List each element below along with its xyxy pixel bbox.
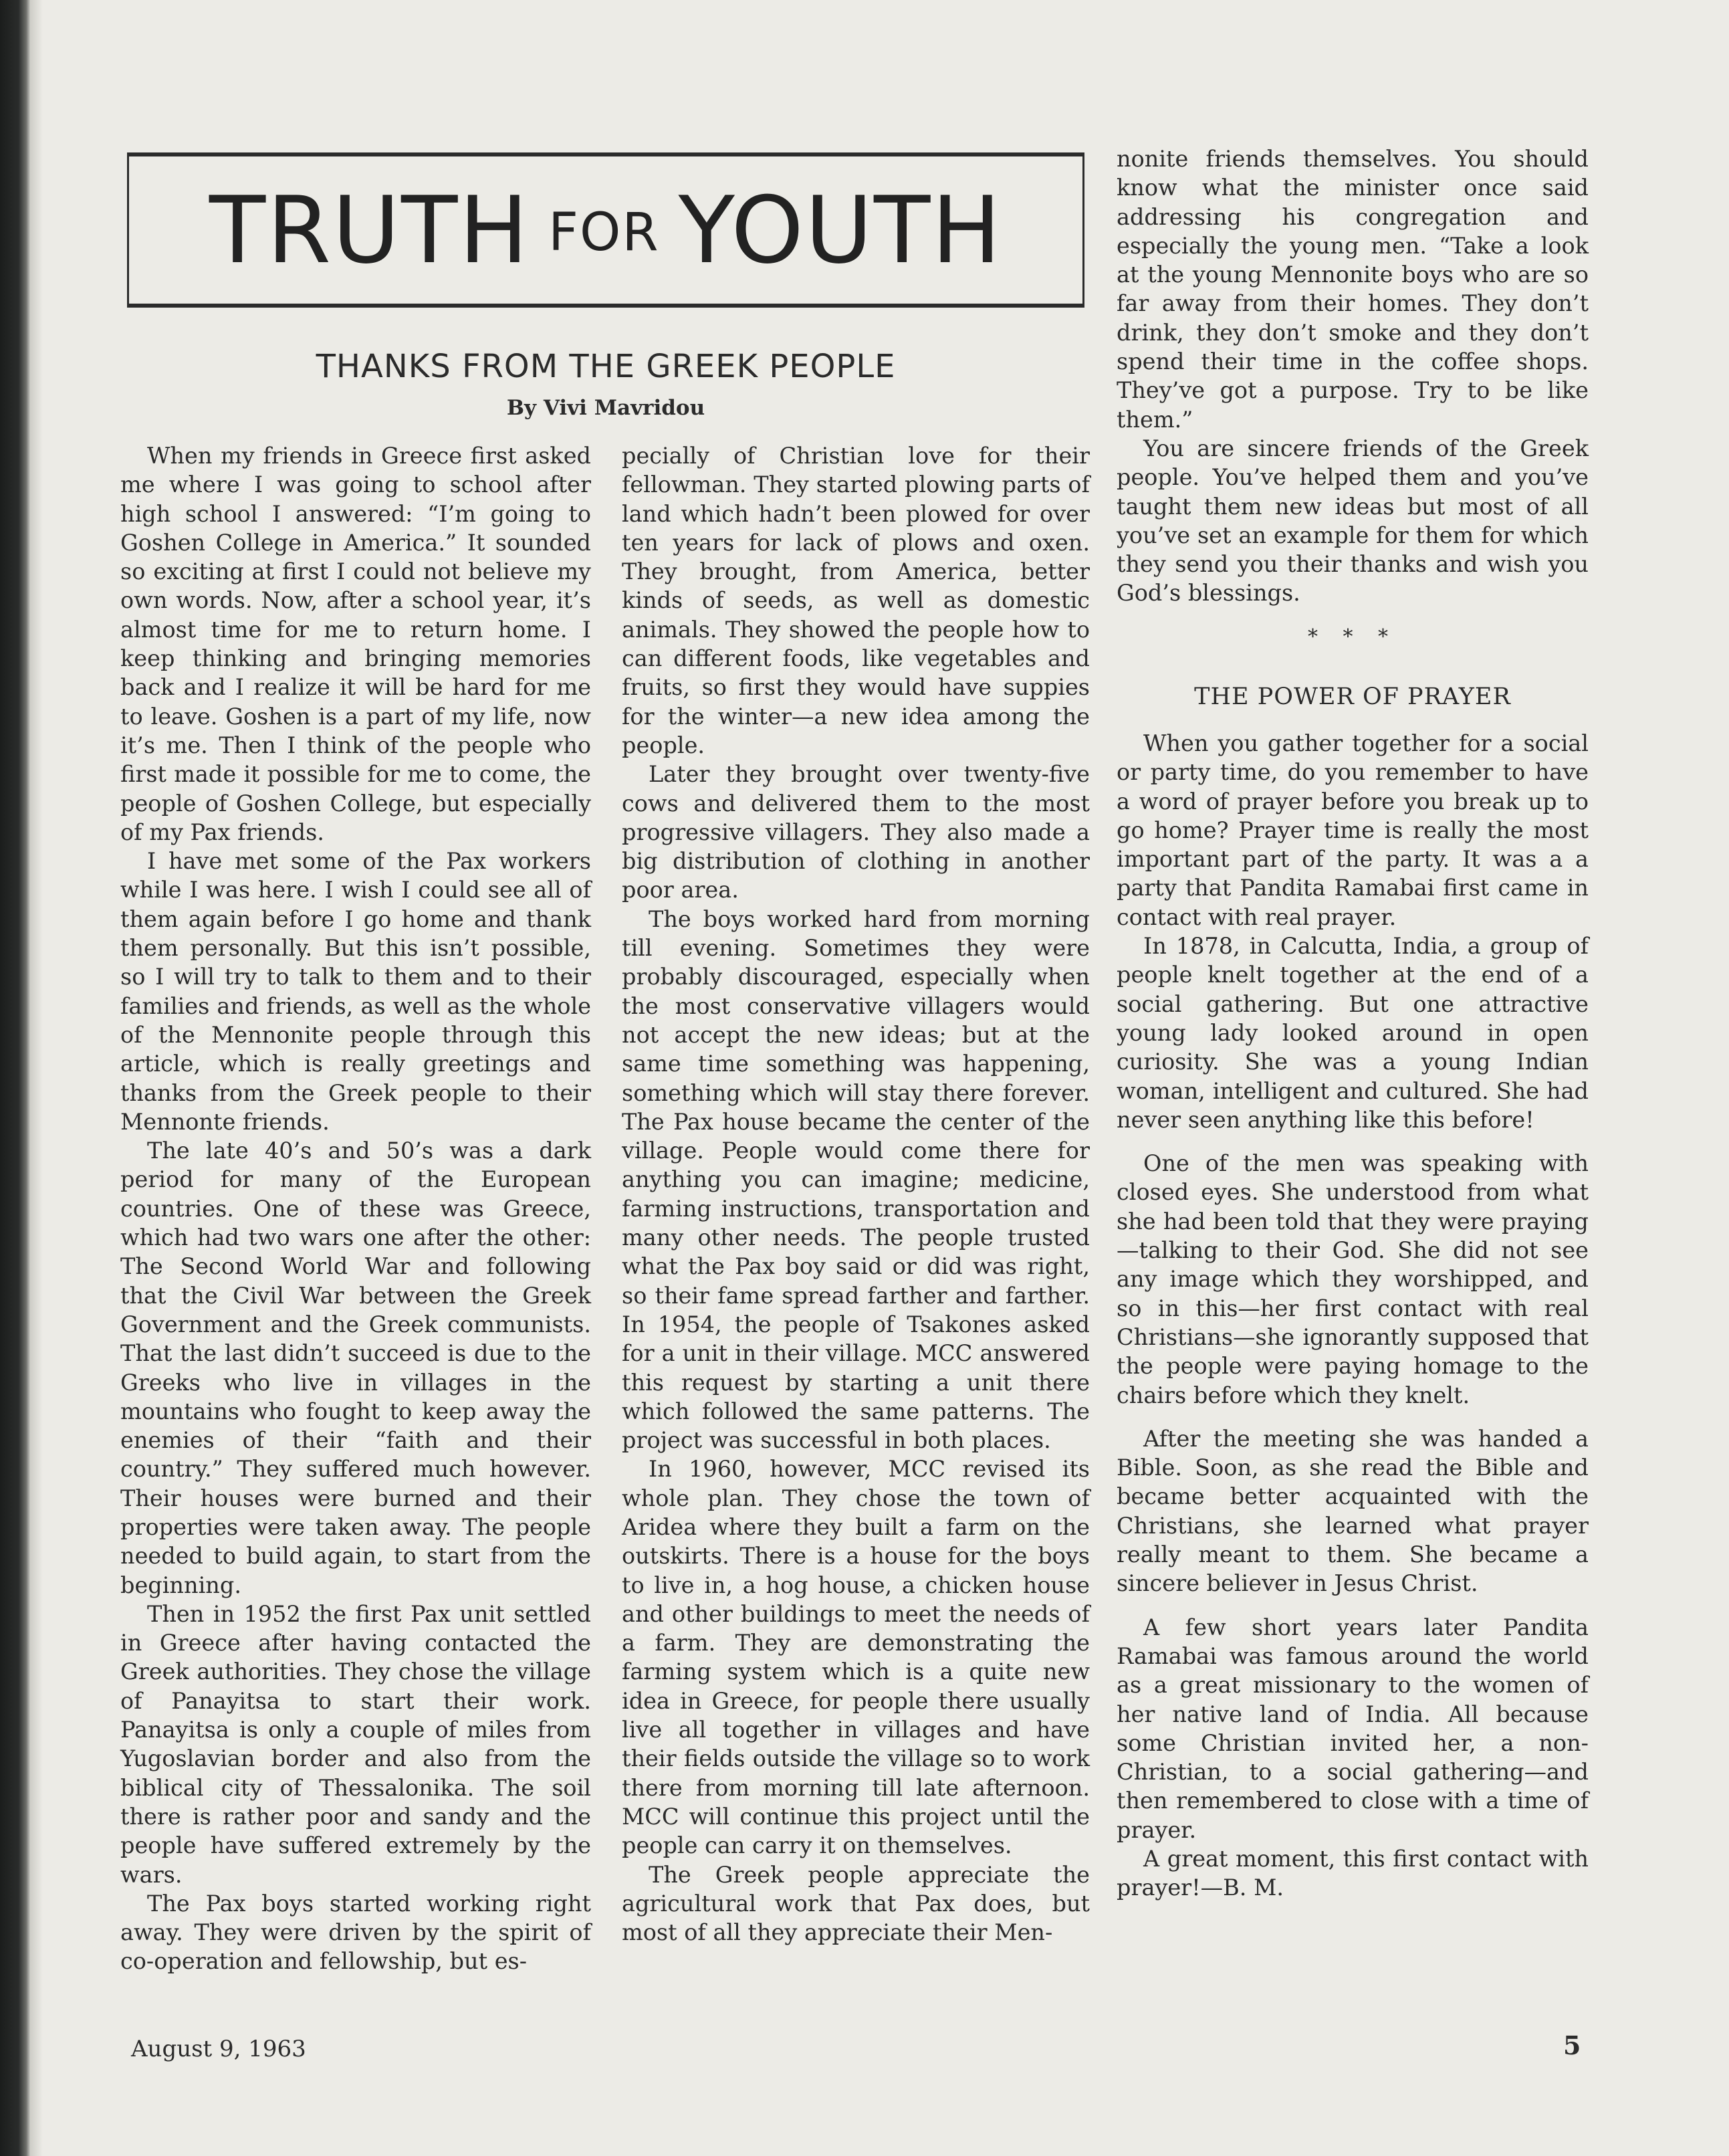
paragraph: nonite friends themselves. You should know what the minister once said addressing his congregation and especially the young men. “Take a look at the young Mennonite boys who are so far away from their homes. They don’t drink, they don’t smoke and they don’t spend their time in the coffee shops. They’ve got a purpose. Try to be like them.” xyxy=(1117,146,1589,433)
paragraph: When you gather together for a social or party time, do you remember to have a word of prayer before you break up to go home? Prayer time is really the most important part of the party. It was a a party that Pandita Ramabai first came in contact with real prayer. xyxy=(1117,730,1589,930)
article-column-1 xyxy=(120,441,591,1976)
issue-date: August 9, 1963 xyxy=(131,2036,306,2062)
paragraph: The boys worked hard from morning till evening. Sometimes they were probably discouraged, especially when the most conservative villagers would not accept the new ideas; but at the same time something was happening, something which will stay there forever. The Pax house became the center of the village. People would come there for anything you can imagine; medicine, farming instructions, transportation and many other needs. The people trusted what the Pax boy said or did was right, so their fame spread farther and farther. In 1954, the people of Tsakones asked for a unit in their village. MCC answered this request by starting a unit there which followed the same patterns. The project was successful in both places. xyxy=(622,905,1090,1454)
masthead-title xyxy=(209,177,1002,284)
paragraph: A few short years later Pandita Ramabai was famous around the world as a great missionary to the women of her native land of India. All because some Christian invited her, a non-Christian, to a social gathering—and then remembered to close with a time of prayer. xyxy=(1117,1614,1589,1843)
page-number: 5 xyxy=(1563,2030,1581,2060)
masthead-box xyxy=(127,152,1084,308)
paragraph: I have met some of the Pax workers while I was here. I wish I could see all of them again before I go home and thank them personally. But this isn’t possible, so I will try to talk to them and to their families and friends, as well as the whole of the Mennonite people through this article, which is really greetings and thanks from the Greek people to their Mennonte friends. xyxy=(120,848,591,1135)
paragraph: Later they brought over twenty-five cows and delivered them to the most progressive villagers. They also made a big distribution of clothing in another poor area. xyxy=(622,761,1090,903)
article-title: THANKS FROM THE GREEK PEOPLE xyxy=(316,348,896,385)
masthead-word-truth: TRUTH xyxy=(209,176,530,284)
paragraph: When my friends in Greece first asked me where I was going to school after high school I answered: “I’m going to Goshen College in America.” It sounded so exciting at first I could not believe my own words. Now, after a school year, it’s almost time for me to return home. I keep thinking and bringing memories back and I realize it will be hard for me to leave. Goshen is a part of my life, now it’s me. Then I think of the people who first made it possible for me to come, the people of Goshen College, but especially of my Pax friends. xyxy=(120,443,591,845)
page-shadow xyxy=(31,0,43,2156)
paragraph: Then in 1952 the first Pax unit settled in Greece after having contacted the Greek authorities. They chose the village of Panayitsa to start their work. Panayitsa is only a couple of miles from Yugoslavian border and also from the biblical city of Thessalonika. The soil there is rather poor and sandy and the people have suffered extremely by the wars. xyxy=(120,1600,591,1888)
paragraph: A great moment, this first contact with prayer!—B. M. xyxy=(1117,1845,1589,1901)
prayer-section-title: THE POWER OF PRAYER xyxy=(1194,683,1511,710)
binding-edge xyxy=(0,0,31,2156)
paragraph: The late 40’s and 50’s was a dark period for many of the European countries. One of these was Greece, which had two wars one after the other: The Second World War and following that the Civil War between the Greek Government and the Greek communists. That the last didn’t succeed is due to the Greeks who live in villages in the mountains who fought to keep away the enemies of their “faith and their country.” They suffered much however. Their houses were burned and their properties were taken away. The people needed to build again, to start from the beginning. xyxy=(120,1138,591,1598)
paragraph: After the meeting she was handed a Bible. Soon, as she read the Bible and became better acquainted with the Christians, she learned what prayer really meant to them. She became a sincere believer in Jesus Christ. xyxy=(1117,1425,1589,1597)
article-column-2 xyxy=(622,441,1090,1947)
paragraph: The Greek people appreciate the agricultural work that Pax does, but most of all they appreciate their Men- xyxy=(622,1861,1090,1946)
paragraph: In 1878, in Calcutta, India, a group of people knelt together at the end of a social gathering. But one attractive young lady looked around in open curiosity. She was a young Indian woman, intelligent and cultured. She had never seen anything like this before! xyxy=(1117,933,1589,1133)
paragraph: The Pax boys started working right away. They were driven by the spirit of co-operation and fellowship, but es- xyxy=(120,1890,591,1975)
masthead-word-for: FOR xyxy=(548,202,660,263)
article-column-3 xyxy=(1117,144,1589,608)
paragraph: You are sincere friends of the Greek people. You’ve helped them and you’ve taught them new ideas but most of all you’ve set an example for them for which they send you their thanks and wish you God’s blessings. xyxy=(1117,435,1589,607)
article-byline: By Vivi Mavridou xyxy=(506,396,705,420)
section-separator: * * * xyxy=(1307,625,1398,649)
paragraph: pecially of Christian love for their fellowman. They started plowing parts of land which hadn’t been plowed for over ten years for lack of plows and oxen. They brought, from America, better kinds of seeds, as well as domestic animals. They showed the people how to can different foods, like vegetables and fruits, so first they would have suppies for the winter—a new idea among the people. xyxy=(622,443,1090,758)
paragraph: One of the men was speaking with closed eyes. She understood from what she had been told that they were praying—talking to their God. She did not see any image which they worshipped, and so in this—her first contact with real Christians—she ignorantly supposed that the people were paying homage to the chairs before which they knelt. xyxy=(1117,1150,1589,1408)
prayer-column xyxy=(1117,729,1589,1903)
paragraph: In 1960, however, MCC revised its whole plan. They chose the town of Aridea where they built a farm on the outskirts. There is a house for the boys to live in, a hog house, a chicken house and other buildings to meet the needs of a farm. They are demonstrating the farming system which is a quite new idea in Greece, for people there usually live all together in villages and have their fields outside the village so to work there from morning till late afternoon. MCC will continue this project until the people can carry it on themselves. xyxy=(622,1456,1090,1859)
masthead-word-youth: YOUTH xyxy=(678,176,1003,284)
